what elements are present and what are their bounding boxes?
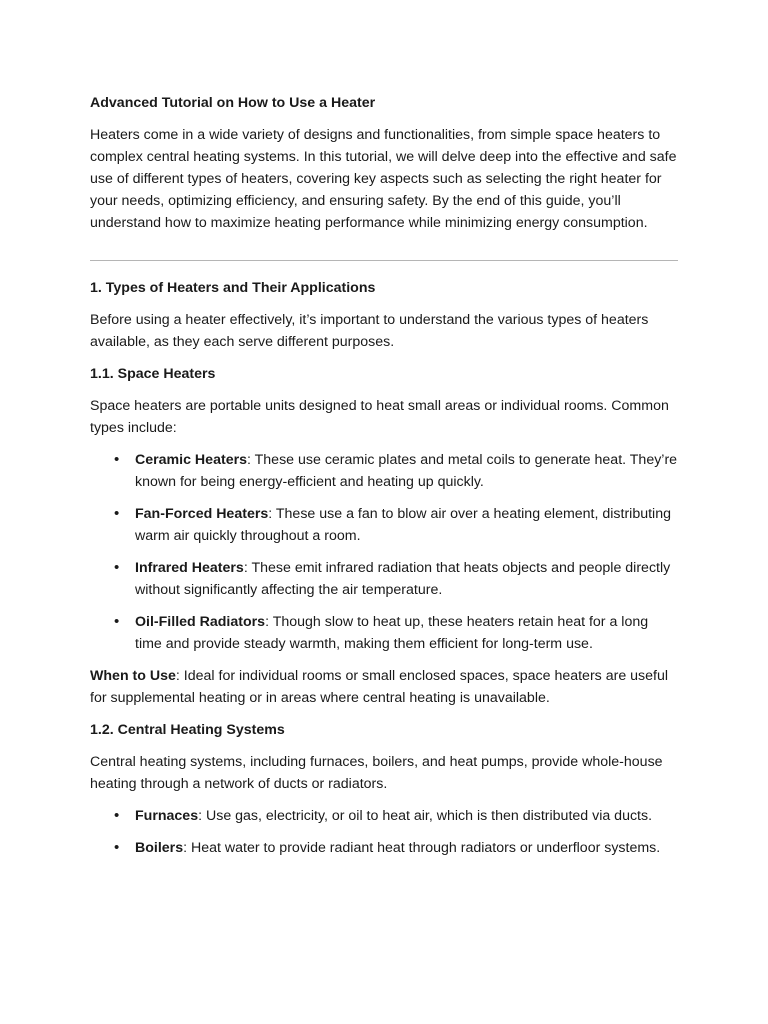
list-item-term: Ceramic Heaters [135,452,247,468]
intro-paragraph: Heaters come in a wide variety of designs and functionalities, from simple space heaters to complex central heating systems. In this tutorial, we will delve deep into the effective and safe use of different types of heaters, covering key aspects such as selecting the right heater for your needs, optimizing efficiency, and ensuring safety. By the end of this guide, you’ll understand how to maximize heating performance while minimizing energy consumption. [90,127,677,231]
list-item-term: Furnaces [135,808,199,824]
list-item-text: : These use a fan to blow air over a heating element, distributing warm air quickly throughout a room. [135,506,671,544]
when-to-use-paragraph [90,665,678,709]
section-heading-types: 1. Types of Heaters and Their Applications [90,280,376,296]
list-item [135,837,678,859]
space-heaters-intro: Space heaters are portable units designed to heat small areas or individual rooms. Common types include: [90,398,669,436]
list-item-term: Boilers [135,840,184,856]
list-item [135,557,678,601]
list-item [135,805,678,827]
subsection-heading-central-heating: 1.2. Central Heating Systems [90,722,285,738]
list-item-text: : These use ceramic plates and metal coils to generate heat. They’re known for being energy-efficient and heating up quickly. [135,452,678,490]
list-item-term: Infrared Heaters [135,560,244,576]
list-item-text: : Use gas, electricity, or oil to heat air, which is then distributed via ducts. [198,808,653,824]
list-item-text: : Heat water to provide radiant heat through radiators or underfloor systems. [183,840,661,856]
document-title: Advanced Tutorial on How to Use a Heater [90,95,376,111]
list-item [135,449,678,493]
list-item [135,503,678,547]
section-divider [90,260,678,261]
central-heating-intro: Central heating systems, including furnaces, boilers, and heat pumps, provide whole-house heating through a network of ducts or radiators. [90,754,663,792]
space-heater-types-list [90,449,678,655]
subsection-heading-space-heaters: 1.1. Space Heaters [90,366,216,382]
list-item-term: Fan-Forced Heaters [135,506,269,522]
list-item-term: Oil-Filled Radiators [135,614,266,630]
list-item [135,611,678,655]
when-to-use-text: : Ideal for individual rooms or small enclosed spaces, space heaters are useful for supplemental heating or in areas where central heating is unavailable. [90,668,669,706]
section-intro-paragraph: Before using a heater effectively, it’s important to understand the various types of heaters available, as they each serve different purposes. [90,312,649,350]
list-item-text: : Though slow to heat up, these heaters retain heat for a long time and provide steady warmth, making them efficient for long-term use. [135,614,649,652]
list-item-text: : These emit infrared radiation that heats objects and people directly without significantly affecting the air temperature. [135,560,671,598]
when-to-use-term: When to Use [90,668,176,684]
central-heating-types-list [90,805,678,859]
